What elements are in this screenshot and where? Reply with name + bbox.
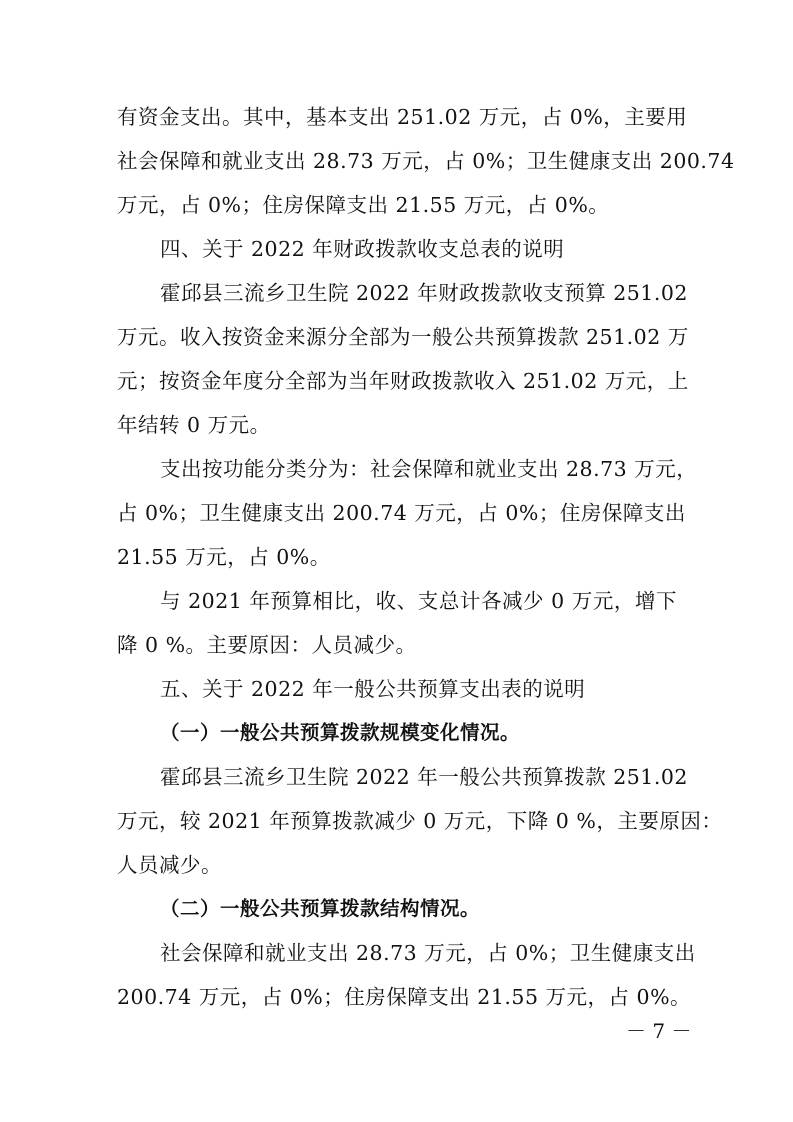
paragraph-line: 21.55 万元，占 0%。	[117, 545, 331, 569]
subheading-2: （二）一般公共预算拨款结构情况。	[160, 897, 481, 920]
paragraph-line: 200.74 万元，占 0%；住房保障支出 21.55 万元，占 0%。	[117, 985, 692, 1009]
subheading-1: （一）一般公共预算拨款规模变化情况。	[160, 721, 521, 744]
paragraph-line: 年结转 0 万元。	[117, 413, 271, 437]
section-heading-5: 五、关于 2022 年一般公共预算支出表的说明	[160, 677, 586, 701]
paragraph-line: 万元，较 2021 年预算拨款减少 0 万元，下降 0 %，主要原因：	[117, 809, 723, 833]
paragraph-line: 占 0%；卫生健康支出 200.74 万元，占 0%；住房保障支出	[117, 501, 686, 525]
section-heading-4: 四、关于 2022 年财政拨款收支总表的说明	[160, 237, 565, 261]
paragraph-line: 社会保障和就业支出 28.73 万元，占 0%；卫生健康支出 200.74	[117, 149, 735, 173]
paragraph-line: 霍邱县三流乡卫生院 2022 年财政拨款收支预算 251.02	[160, 281, 688, 305]
paragraph-line: 元；按资金年度分全部为当年财政拨款收入 251.02 万元，上	[117, 369, 689, 393]
paragraph-line: 霍邱县三流乡卫生院 2022 年一般公共预算拨款 251.02	[160, 765, 688, 789]
paragraph-line: 与 2021 年预算相比，收、支总计各减少 0 万元，增下	[160, 589, 677, 613]
paragraph-line: 万元。收入按资金来源分全部为一般公共预算拨款 251.02 万	[117, 325, 689, 349]
page-number: － 7 －	[626, 1019, 692, 1043]
paragraph-line: 万元，占 0%；住房保障支出 21.55 万元，占 0%。	[117, 193, 610, 217]
paragraph-line: 降 0 %。主要原因：人员减少。	[117, 633, 417, 657]
paragraph-line: 社会保障和就业支出 28.73 万元，占 0%；卫生健康支出	[160, 941, 696, 965]
paragraph-line: 有资金支出。其中，基本支出 251.02 万元，占 0%，主要用	[117, 105, 688, 129]
paragraph-line: 人员减少。	[117, 853, 222, 877]
paragraph-line: 支出按功能分类分为：社会保障和就业支出 28.73 万元，	[160, 457, 698, 481]
